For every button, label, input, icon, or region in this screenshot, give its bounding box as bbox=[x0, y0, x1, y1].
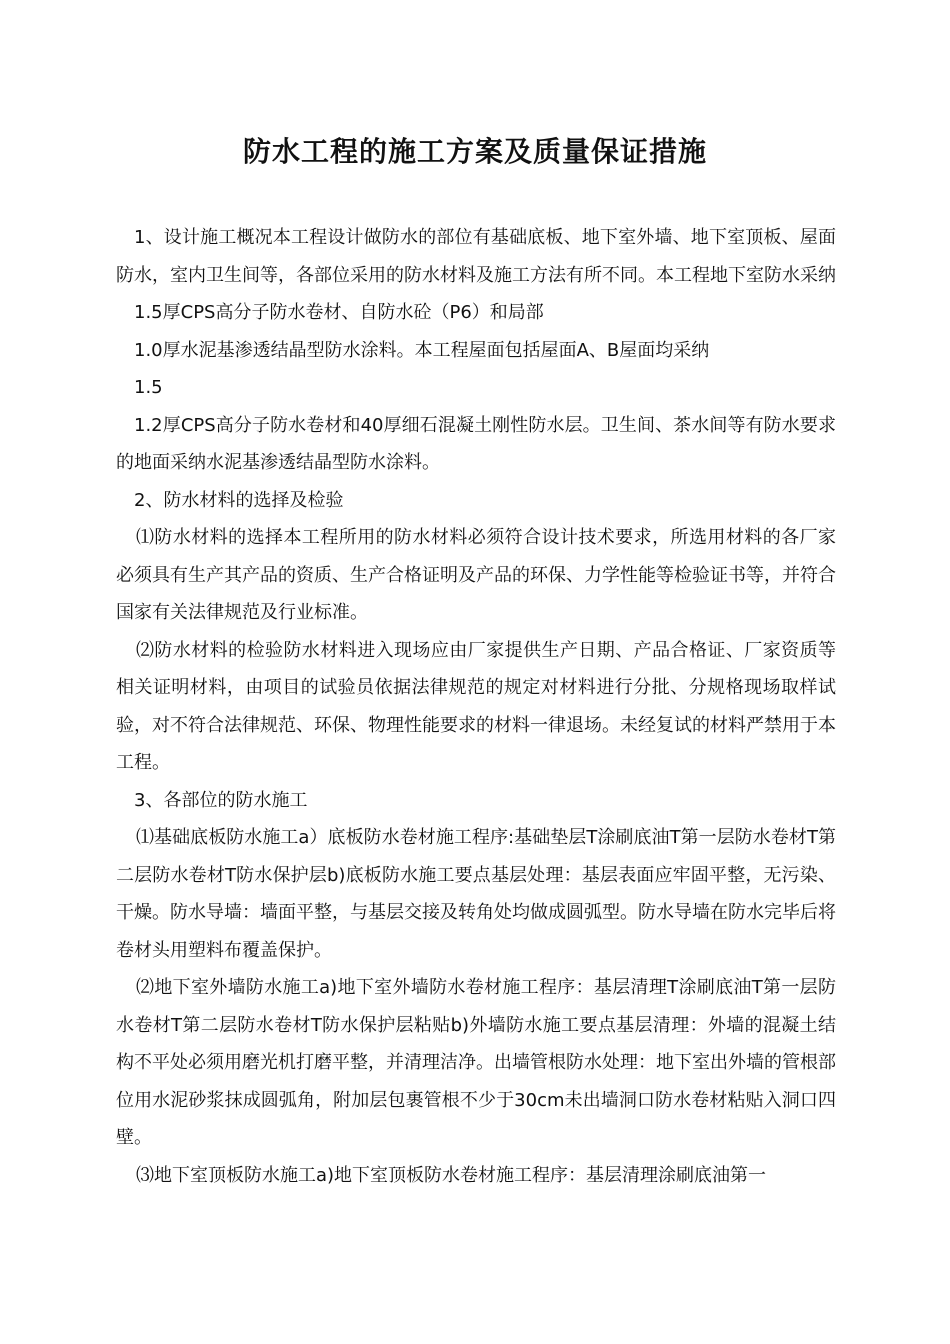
paragraph-material-inspection: ⑵防水材料的检验防水材料进入现场应由厂家提供生产日期、产品合格证、厂家资质等相关证明材料，由项目的试验员依据法律规范的规定对材料进行分批、分规格现场取样试验，对不符合法律规范、环保、物理性能要求的材料一律退场。未经复试的材料严禁用于本工程。 bbox=[116, 639, 836, 773]
paragraph-basement-wall: ⑵地下室外墙防水施工a)地下室外墙防水卷材施工程序：基层清理T涂刷底油T第一层防水卷材T第二层防水卷材T防水保护层粘贴b)外墙防水施工要点基层清理：外墙的混凝土结构不平处必须用磨光机打磨平整，并清理洁净。出墙管根防水处理：地下室出外墙的管根部位用水泥砂浆抹成圆弧角，附加层包裹管根不少于30cm未出墙洞口防水卷材粘贴入洞口四壁。 bbox=[116, 977, 836, 1148]
paragraph-material-selection: ⑴防水材料的选择本工程所用的防水材料必须符合设计技术要求，所选用材料的各厂家必须具有生产其产品的资质、生产合格证明及产品的环保、力学性能等检验证书等，并符合国家有关法律规范及行业标准。 bbox=[116, 527, 836, 623]
paragraph-cement-coating: 1.0厚水泥基渗透结晶型防水涂料。本工程屋面包括屋面A、B屋面均采纳 bbox=[134, 339, 710, 361]
paragraph-thickness: 1.5 bbox=[134, 377, 163, 398]
section-heading-materials: 2、防水材料的选择及检验 bbox=[134, 489, 344, 511]
section-heading-construction: 3、各部位的防水施工 bbox=[134, 789, 308, 811]
paragraph-foundation-slab: ⑴基础底板防水施工a）底板防水卷材施工程序:基础垫层T涂刷底油T第一层防水卷材T第二层防水卷材T防水保护层b)底板防水施工要点基层处理：基层表面应牢固平整，无污染、干燥。防水导墙：墙面平整，与基层交接及转角处均做成圆弧型。防水导墙在防水完毕后将卷材头用塑料布覆盖保护。 bbox=[116, 827, 836, 961]
document-body bbox=[116, 219, 836, 1194]
document-title: 防水工程的施工方案及质量保证措施 bbox=[242, 135, 707, 168]
paragraph-basement-roof: ⑶地下室顶板防水施工a)地下室顶板防水卷材施工程序：基层清理涂刷底油第一 bbox=[136, 1164, 767, 1186]
paragraph-cps-membrane: 1.5厚CPS高分子防水卷材、自防水砼（P6）和局部 bbox=[134, 302, 544, 323]
paragraph-roof-waterproofing: 1.2厚CPS高分子防水卷材和40厚细石混凝土刚性防水层。卫生间、茶水间等有防水要求的地面采纳水泥基渗透结晶型防水涂料。 bbox=[116, 414, 836, 473]
paragraph-design-overview: 1、设计施工概况本工程设计做防水的部位有基础底板、地下室外墙、地下室顶板、屋面防水，室内卫生间等，各部位采用的防水材料及施工方法有所不同。本工程地下室防水采纳 bbox=[116, 227, 836, 286]
